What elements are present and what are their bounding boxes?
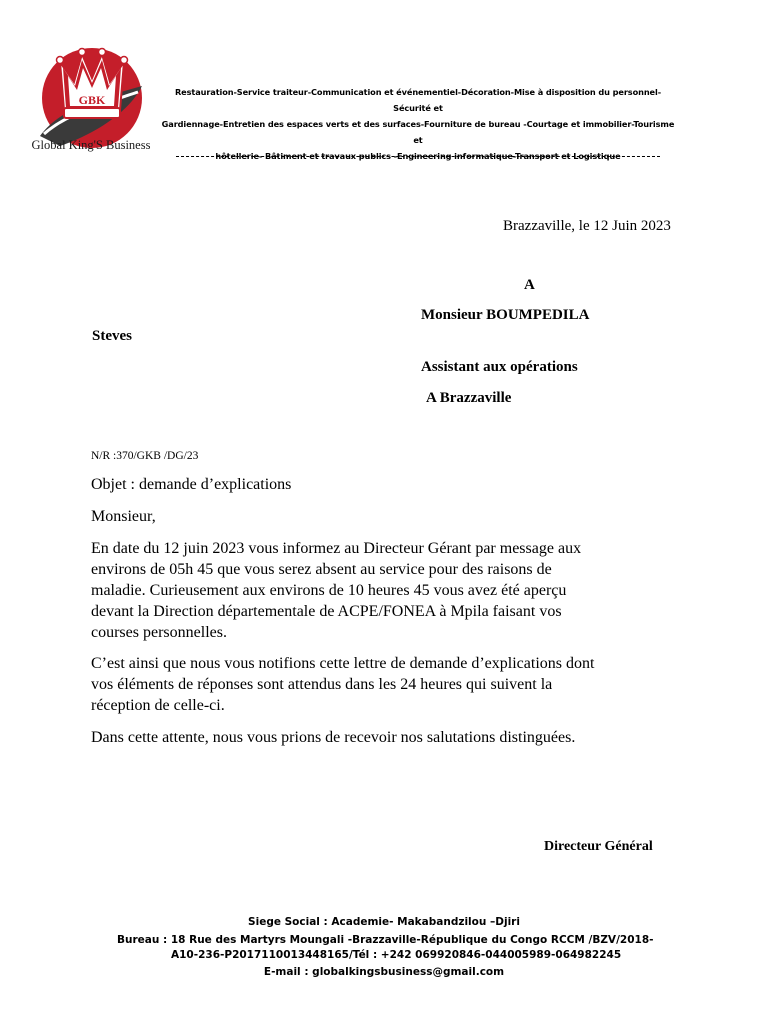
paragraph-line: En date du 12 juin 2023 vous informez au Directeur Gérant par message aux	[91, 540, 582, 557]
paragraph-line: maladie. Curieusement aux environs de 10 heures 45 vous avez été aperçu	[91, 582, 567, 599]
letter-reference: N/R :370/GKB /DG/23	[91, 450, 199, 462]
header-divider	[176, 156, 660, 157]
logo-caption: Global King'S Business	[31, 138, 151, 152]
recipient-city: A Brazzaville	[426, 390, 512, 406]
activities-line: Restauration-Service traiteur-Communication et événementiel-Décoration-Mise à disposition du personnel-Sécurité et	[174, 87, 662, 113]
logo-monogram: GBK	[78, 93, 106, 107]
paragraph-line: C’est ainsi que nous vous notifions cette lettre de demande d’explications dont	[91, 655, 595, 672]
recipient-first-name: Steves	[92, 328, 132, 344]
body-paragraph-2	[91, 653, 671, 716]
company-activities	[160, 84, 676, 164]
paragraph-line: environs de 05h 45 que vous serez absent au service pour des raisons de	[91, 561, 552, 578]
paragraph-line: devant la Direction départementale de ACPE/FONEA à Mpila faisant vos	[91, 603, 562, 620]
footer-head-office: Siege Social : Academie- Makabandzilou –Djiri	[248, 916, 520, 928]
recipient-name: Monsieur BOUMPEDILA	[421, 307, 590, 323]
footer-registration-phone: A10-236-P2017110013448165/Tél : +242 069920846-044005989-064982245	[171, 949, 622, 961]
body-paragraph-1	[91, 538, 671, 643]
activities-line: hôtellerie- Bâtiment et travaux publics -Engineering informatique-Transport et Logistique	[215, 151, 621, 161]
letter-salutation: Monsieur,	[91, 508, 156, 525]
footer-email: E-mail : globalkingsbusiness@gmail.com	[263, 966, 505, 978]
letter-subject: Objet : demande d’explications	[91, 476, 292, 493]
activities-line: Gardiennage-Entretien des espaces verts et des surfaces-Fourniture de bureau -Courtage et immobilier-Tourisme et	[161, 119, 675, 145]
signatory-title: Directeur Général	[544, 839, 653, 854]
recipient-prefix: A	[524, 277, 535, 293]
body-paragraph-3: Dans cette attente, nous vous prions de recevoir nos salutations distinguées.	[91, 729, 576, 746]
paragraph-line: courses personnelles.	[91, 624, 227, 641]
letter-date: Brazzaville, le 12 Juin 2023	[503, 218, 671, 234]
paragraph-line: vos éléments de réponses sont attendus dans les 24 heures qui suivent la	[91, 676, 553, 693]
paragraph-line: réception de celle-ci.	[91, 697, 225, 714]
footer-office-address: Bureau : 18 Rue des Martyrs Moungali -Brazzaville-République du Congo RCCM /BZV/2018-	[117, 934, 654, 946]
recipient-role: Assistant aux opérations	[421, 359, 578, 375]
